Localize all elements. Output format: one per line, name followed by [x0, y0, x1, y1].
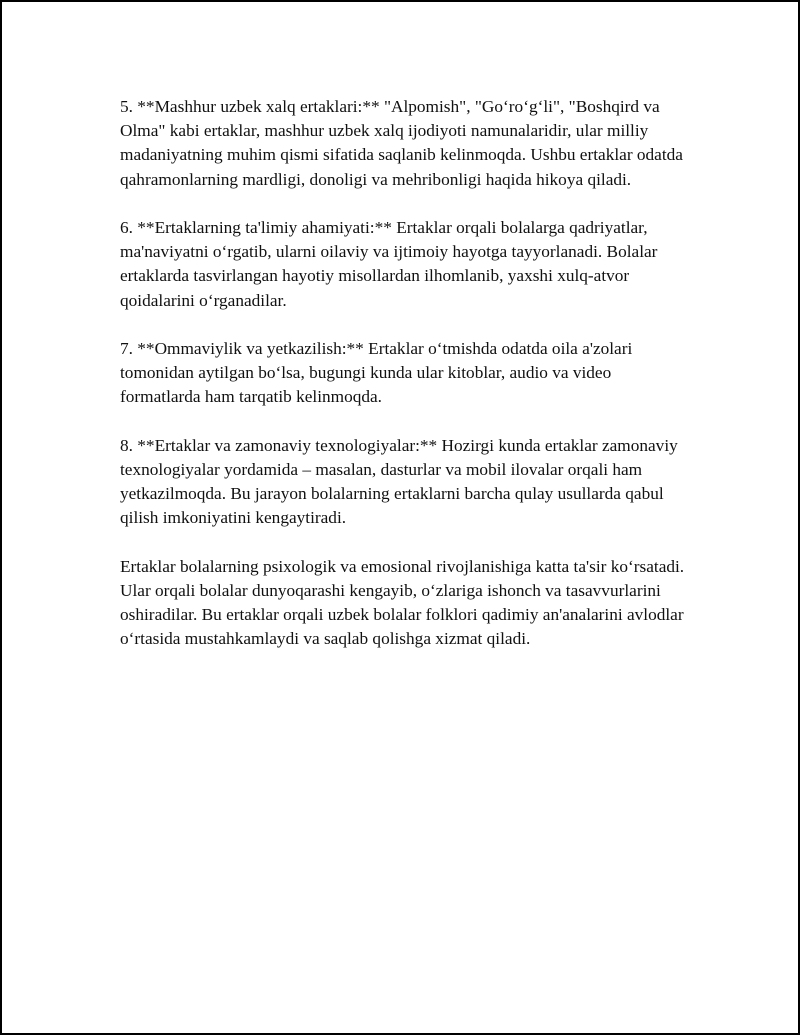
- paragraph-7-popularity-delivery: 7. **Ommaviylik va yetkazilish:** Ertaklar o‘tmishda odatda oila a'zolari tomonidan aytilgan bo‘lsa, bugungi kunda ular kitoblar, audio va video formatlarda ham tarqatib kelinmoqda.: [120, 339, 633, 407]
- paragraph-8-modern-technologies: 8. **Ertaklar va zamonaviy texnologiyalar:** Hozirgi kunda ertaklar zamonaviy texnologiyalar yordamida – masalan, dasturlar va mobil ilovalar orqali ham yetkazilmoqda. Bu jarayon bolalarning ertaklarni barcha qulay usullarda qabul qilish imkoniyatini kengaytiradi.: [120, 435, 678, 528]
- document-body: [120, 95, 694, 676]
- paragraph-5-famous-tales: 5. **Mashhur uzbek xalq ertaklari:** "Alpomish", "Go‘ro‘g‘li", "Boshqird va Olma" kabi ertaklar, mashhur uzbek xalq ijodiyoti namunalaridir, ular milliy madaniyatning muhim qismi sifatida saqlanib kelinmoqda. Ushbu ertaklar odatda qahramonlarning mardligi, donoligi va mehribonligi haqida hikoya qiladi.: [120, 97, 683, 189]
- paragraph-conclusion: Ertaklar bolalarning psixologik va emosional rivojlanishiga katta ta'sir ko‘rsatadi. Ular orqali bolalar dunyoqarashi kengayib, o‘zlariga ishonch va tasavvurlarini oshiradilar. Bu ertaklar orqali uzbek bolalar folklori qadimiy an'analarini avlodlar o‘rtasida mustahkamlaydi va saqlab qolishga xizmat qiladi.: [120, 556, 685, 649]
- paragraph-6-educational-value: 6. **Ertaklarning ta'limiy ahamiyati:** Ertaklar orqali bolalarga qadriyatlar, ma'naviyatni o‘rgatib, ularni oilaviy va ijtimoiy hayotga tayyorlanadi. Bolalar ertaklarda tasvirlangan hayotiy misollardan ilhomlanib, yaxshi xulq-atvor qoidalarini o‘rganadilar.: [120, 218, 658, 310]
